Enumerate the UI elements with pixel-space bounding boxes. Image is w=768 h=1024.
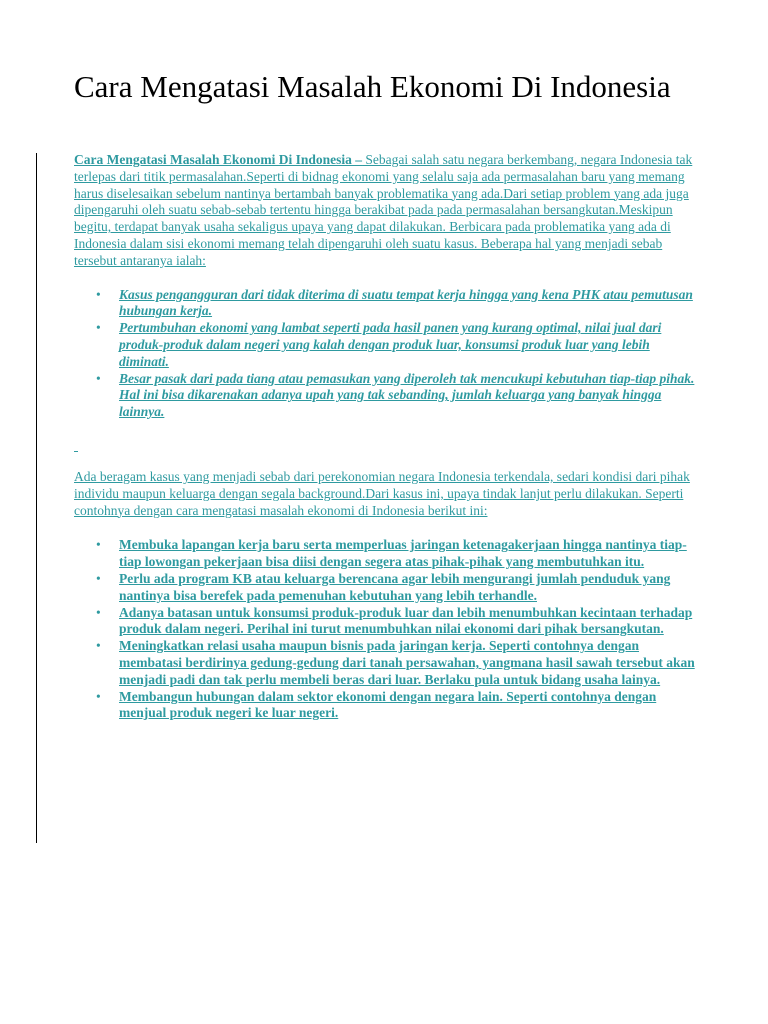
list-item[interactable] — [74, 371, 700, 421]
bullet-icon: • — [96, 286, 101, 302]
list-item[interactable] — [74, 689, 700, 723]
bullet-icon: • — [96, 688, 101, 704]
list-item-text: Besar pasak dari pada tiang atau pemasukan yang diperoleh tak mencukupi kebutuhan tiap-tiap pihak. Hal ini bisa dikarenakan adanya upah yang tak sebanding, jumlah keluarga yang banyak hingga lainnya. — [119, 370, 695, 420]
list-item-text: Adanya batasan untuk konsumsi produk-produk luar dan lebih menumbuhkan kecintaan terhadap produk dalam negeri. Perihal ini turut menumbuhkan nilai ekonomi dari pihak bersangkutan. — [119, 604, 693, 637]
intro-text: Sebagai salah satu negara berkembang, negara Indonesia tak terlepas dari titik permasalahan.Seperti di bidnag ekonomi yang selalu saja ada permasalahan baru yang memang harus diselesaikan sebelum nantinya bertambah banyak problematika yang ada.Dari setiap problem yang ada juga dipengaruhi oleh suatu sebab-sebab tertentu hingga berakibat pada pada permasalahan bersangkutan.Meskipun begitu, terdapat banyak usaha sekaligus upaya yang dapat dilakukan. Berbicara pada problematika yang ada di Indonesia dalam sisi ekonomi memang telah dipengaruhi oleh suatu kasus. Beberapa hal yang menjadi sebab tersebut antaranya ialah: — [74, 152, 693, 268]
bullet-icon: • — [96, 570, 101, 586]
list-item-text: Membuka lapangan kerja baru serta memperluas jaringan ketenagakerjaan hingga nantinya tiap-tiap lowongan pekerjaan bisa diisi dengan segera atas pihak-pihak yang membutuhkan itu. — [119, 537, 687, 570]
solutions-list — [74, 537, 700, 722]
list-item[interactable] — [74, 320, 700, 370]
list-item[interactable] — [74, 571, 700, 605]
bullet-icon: • — [96, 320, 101, 336]
second-paragraph[interactable]: Ada beragam kasus yang menjadi sebab dari perekonomian negara Indonesia terkendala, sedari kondisi dari pihak individu maupun keluarga dengan segala background.Dari kasus ini, upaya tindak lanjut perlu dilakukan. Seperti contohnya dengan cara mengatasi masalah ekonomi di Indonesia berikut ini: — [74, 468, 690, 518]
bullet-icon: • — [96, 537, 101, 553]
bullet-icon: • — [96, 638, 101, 654]
list-item[interactable] — [74, 287, 700, 321]
page-title: Cara Mengatasi Masalah Ekonomi Di Indonesia — [74, 69, 671, 104]
list-item-text: Kasus pengangguran dari tidak diterima di suatu tempat kerja hingga yang kena PHK atau pemutusan hubungan kerja. — [119, 286, 693, 319]
intro-paragraph[interactable] — [74, 152, 700, 270]
list-item[interactable] — [74, 605, 700, 639]
bullet-icon: • — [96, 370, 101, 386]
change-bar — [36, 153, 37, 843]
bullet-icon: • — [96, 604, 101, 620]
article-body — [74, 152, 700, 722]
list-item-text: Membangun hubungan dalam sektor ekonomi dengan negara lain. Seperti contohnya dengan menjual produk negeri ke luar negeri. — [119, 688, 657, 721]
list-item-text: Meningkatkan relasi usaha maupun bisnis pada jaringan kerja. Seperti contohnya dengan membatasi berdirinya gedung-gedung dari tanah persawahan, yangmana hasil sawah tersebut akan menjadi padi dan tak perlu membeli beras dari luar. Berlaku pula untuk bidang usaha lainya. — [119, 638, 695, 687]
causes-list — [74, 287, 700, 421]
list-item-text: Perlu ada program KB atau keluarga berencana agar lebih mengurangi jumlah penduduk yang nantinya bisa berefek pada pemenuhan kebutuhan yang lebih terhandle. — [119, 570, 671, 603]
empty-link[interactable] — [74, 435, 700, 469]
list-item-text: Pertumbuhan ekonomi yang lambat seperti pada hasil panen yang kurang optimal, nilai jual dari produk-produk dalam negeri yang kalah dengan produk luar, konsumsi produk luar yang lebih diminati. — [119, 320, 662, 369]
list-item[interactable] — [74, 638, 700, 688]
intro-lead-link[interactable]: Cara Mengatasi Masalah Ekonomi Di Indonesia – — [74, 152, 363, 167]
list-item[interactable] — [74, 537, 700, 571]
